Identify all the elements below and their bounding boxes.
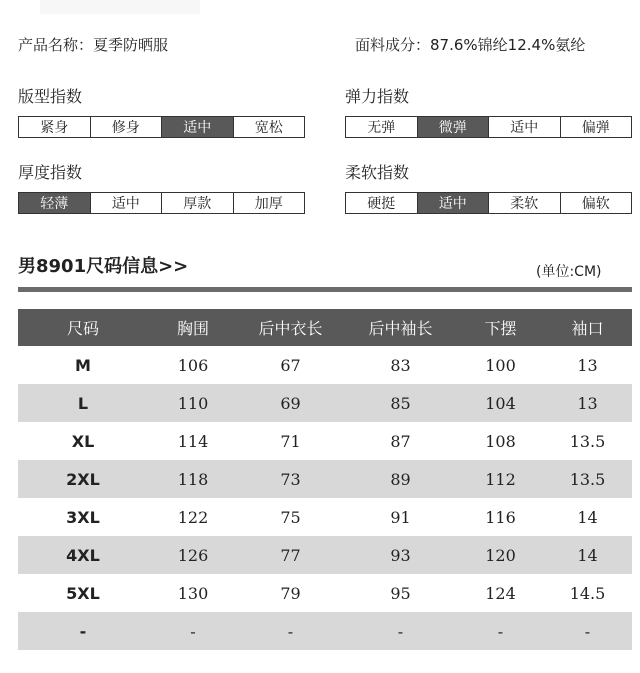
cell-cuff: 13.5 (569, 431, 606, 451)
fabric-label: 面料成分： (355, 36, 431, 54)
cell-cuff: 14 (543, 536, 632, 574)
table-row (18, 574, 632, 612)
cell-size: 4XL (18, 536, 148, 574)
header-size: 尺码 (18, 309, 148, 346)
cell-size: - (18, 612, 148, 650)
table-row (18, 384, 632, 422)
table-row (18, 536, 632, 574)
size-table (18, 309, 632, 650)
cell-size: L (18, 384, 148, 422)
header-chest: 胸围 (148, 309, 238, 346)
header-back-length: 后中衣长 (238, 309, 343, 346)
cell-size: 5XL (66, 583, 100, 603)
cell-sleeve-length: 89 (343, 460, 458, 498)
header-sleeve-length: 后中袖长 (343, 309, 458, 346)
cell-back-length: - (238, 612, 343, 650)
product-name-label: 产品名称： (18, 36, 94, 54)
cell-cuff: 13 (543, 384, 632, 422)
thickness-index-scale (18, 192, 305, 214)
cell-back-length: 71 (280, 431, 301, 451)
table-row (18, 498, 632, 536)
fit-index-title: 版型指数 (18, 87, 83, 106)
table-row (18, 346, 632, 384)
fit-option: 适中 (161, 117, 233, 137)
cell-back-length: 73 (238, 460, 343, 498)
cell-cuff: 14.5 (569, 583, 606, 603)
cell-sleeve-length: - (343, 612, 458, 650)
cell-chest: - (148, 612, 238, 650)
cell-sleeve-length: 87 (390, 431, 411, 451)
fit-index-scale (18, 116, 305, 138)
thickness-index-title: 厚度指数 (18, 163, 83, 182)
elasticity-option: 偏弹 (560, 117, 632, 137)
cell-chest: 130 (177, 583, 209, 603)
cell-hem: 116 (485, 507, 516, 527)
cell-sleeve-length: 93 (343, 536, 458, 574)
cell-sleeve-length: 85 (343, 384, 458, 422)
cell-sleeve-length: 95 (390, 583, 411, 603)
fit-option: 修身 (90, 117, 162, 137)
cell-chest: 106 (177, 355, 209, 375)
softness-index-scale (345, 192, 632, 214)
cell-back-length: 67 (280, 355, 301, 375)
cell-back-length: 77 (238, 536, 343, 574)
cell-back-length: 79 (280, 583, 301, 603)
elasticity-index-scale (345, 116, 632, 138)
cell-back-length: 69 (238, 384, 343, 422)
cell-hem: - (458, 612, 543, 650)
cell-hem: 100 (485, 355, 516, 375)
softness-option: 偏软 (560, 193, 632, 213)
fit-option: 紧身 (19, 117, 90, 137)
cell-hem: 104 (458, 384, 543, 422)
unit-label: (单位:CM) (536, 264, 602, 280)
elasticity-option: 适中 (488, 117, 560, 137)
divider-rule (18, 287, 632, 292)
cell-chest: 118 (148, 460, 238, 498)
table-row (18, 460, 632, 498)
cell-chest: 110 (148, 384, 238, 422)
product-name (18, 34, 168, 55)
cell-size: M (75, 355, 91, 375)
cell-hem: 112 (458, 460, 543, 498)
cell-sleeve-length: 83 (390, 355, 411, 375)
elasticity-index-title: 弹力指数 (345, 87, 410, 106)
header-cuff: 袖口 (543, 309, 632, 346)
fabric-composition (355, 34, 585, 55)
softness-option: 适中 (417, 193, 489, 213)
cell-cuff: 13 (577, 355, 598, 375)
cell-chest: 126 (148, 536, 238, 574)
softness-option: 柔软 (488, 193, 560, 213)
cell-hem: 124 (485, 583, 516, 603)
cell-size: XL (71, 431, 95, 451)
table-row (18, 422, 632, 460)
size-info-title: 男8901尺码信息>> (18, 256, 189, 277)
cell-hem: 108 (485, 431, 516, 451)
thickness-option: 适中 (90, 193, 162, 213)
table-row (18, 612, 632, 650)
cell-size: 2XL (18, 460, 148, 498)
thickness-option: 轻薄 (19, 193, 90, 213)
cell-cuff: 13.5 (543, 460, 632, 498)
product-name-value: 夏季防晒服 (93, 36, 169, 54)
fit-option: 宽松 (233, 117, 305, 137)
cell-cuff: 14 (577, 507, 598, 527)
thickness-option: 加厚 (233, 193, 305, 213)
cell-size: 3XL (66, 507, 100, 527)
size-table-header-row (18, 309, 632, 346)
cell-sleeve-length: 91 (390, 507, 411, 527)
softness-option: 硬挺 (346, 193, 417, 213)
thickness-option: 厚款 (161, 193, 233, 213)
cell-back-length: 75 (280, 507, 301, 527)
cell-hem: 120 (458, 536, 543, 574)
cell-cuff: - (543, 612, 632, 650)
cell-chest: 114 (177, 431, 209, 451)
softness-index-title: 柔软指数 (345, 163, 410, 182)
top-strip (40, 0, 200, 14)
cell-chest: 122 (177, 507, 209, 527)
elasticity-option: 微弹 (417, 117, 489, 137)
fabric-value: 87.6%锦纶12.4%氨纶 (430, 36, 586, 54)
elasticity-option: 无弹 (346, 117, 417, 137)
header-hem: 下摆 (458, 309, 543, 346)
